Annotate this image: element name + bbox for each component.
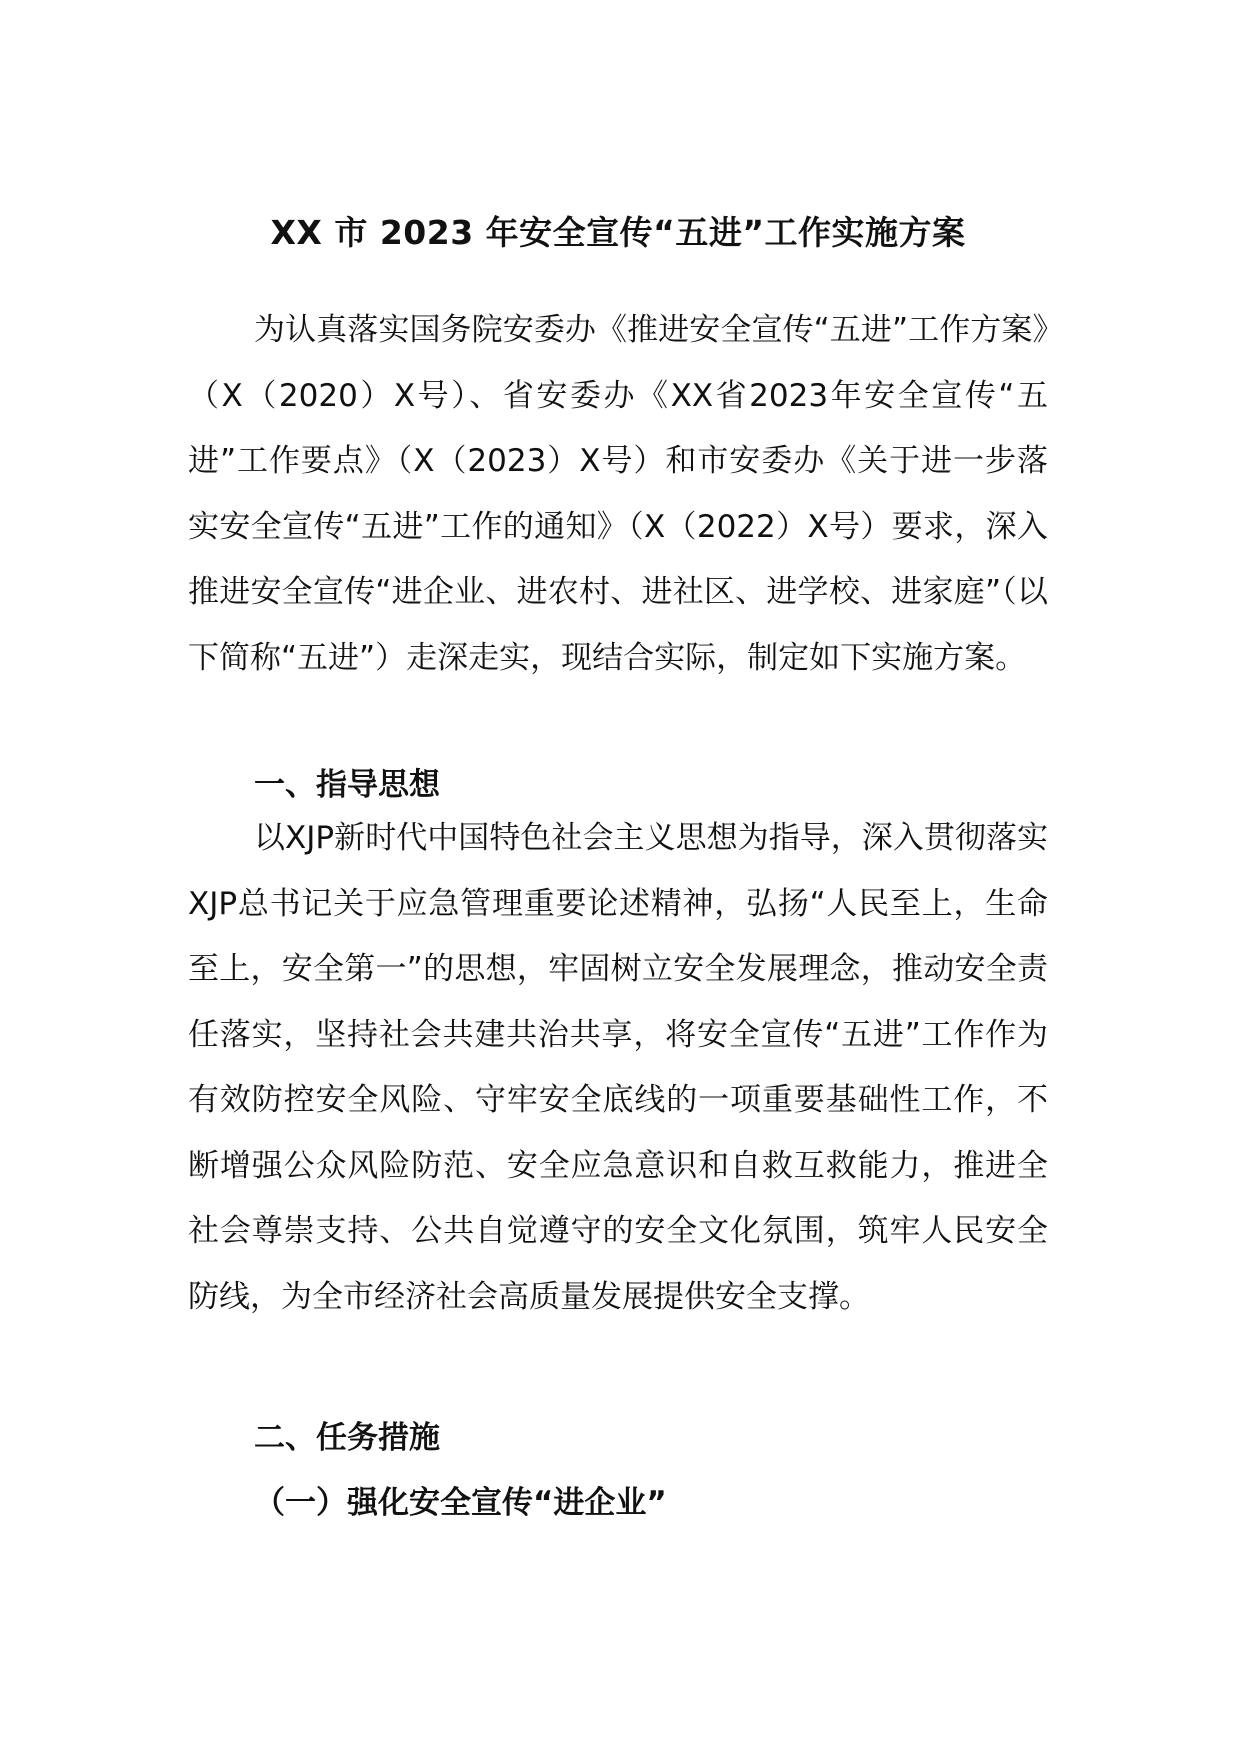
section-1-heading: 一、指导思想 — [254, 767, 440, 803]
intro-paragraph: 为认真落实国务院安委办《推进安全宣传“五进”工作方案》（X（2020）X号）、省安委办《XX省2023年安全宣传“五进”工作要点》（X（2023）X号）和市安委办《关于进一步落实安全宣传“五进”工作的通知》（X（2022）X号）要求，深入推进安全宣传“进企业、进农村、进社区、进学校、进家庭”（以下简称“五进”）走深走实，现结合实际，制定如下实施方案。 — [188, 312, 1048, 676]
section-2-subheading-1: （一）强化安全宣传“进企业” — [254, 1485, 667, 1521]
section-2-heading: 二、任务措施 — [254, 1420, 440, 1456]
document-title: XX 市 2023 年安全宣传“五进”工作实施方案 — [270, 213, 966, 252]
document-page — [188, 0, 1048, 1754]
section-1-paragraph: 以XJP新时代中国特色社会主义思想为指导，深入贯彻落实XJP总书记关于应急管理重要论述精神，弘扬“人民至上，生命至上，安全第一”的思想，牢固树立安全发展理念，推动安全责任落实，坚持社会共建共治共享，将安全宣传“五进”工作作为有效防控安全风险、守牢安全底线的一项重要基础性工作，不断增强公众风险防范、安全应急意识和自救互救能力，推进全社会尊崇支持、公共自觉遵守的安全文化氛围，筑牢人民安全防线，为全市经济社会高质量发展提供安全支撑。 — [188, 820, 1048, 1315]
